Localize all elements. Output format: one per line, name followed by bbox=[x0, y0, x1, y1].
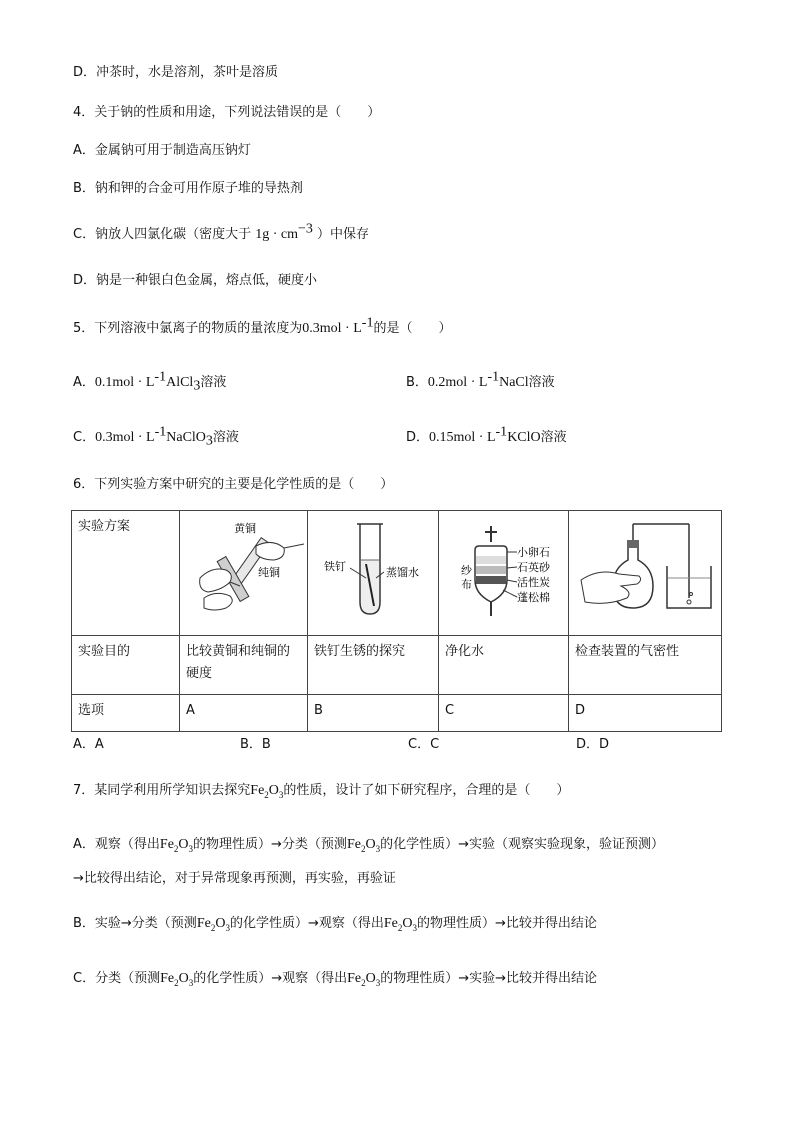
cell-option-a bbox=[180, 695, 308, 732]
cell-purpose-a bbox=[180, 636, 308, 695]
o-sub: 3 bbox=[278, 789, 284, 800]
q7-a-formula1 bbox=[160, 837, 193, 852]
fe-sub: 2 bbox=[361, 977, 366, 988]
q7-stem-tail: 的性质，设计了如下研究程序，合理的是（ ） bbox=[283, 783, 570, 798]
q5-option-a-label: A． bbox=[73, 375, 95, 390]
label-pebbles: 小卵石 bbox=[517, 546, 550, 559]
q5-option-d-tail: 溶液 bbox=[540, 430, 567, 445]
q5-option-c-conc: 0.3mol · L bbox=[95, 430, 155, 445]
q5-option-c-sub: 3 bbox=[205, 433, 213, 449]
o-symbol: O bbox=[365, 971, 376, 986]
o-symbol: O bbox=[402, 916, 413, 931]
o-symbol: O bbox=[365, 837, 376, 852]
o-sub: 3 bbox=[188, 843, 194, 854]
q7-option-b bbox=[73, 915, 597, 933]
q7-option-c bbox=[73, 970, 597, 988]
fe-symbol: Fe bbox=[250, 783, 265, 798]
cell-header-purpose bbox=[72, 636, 180, 695]
cell-purpose-c bbox=[439, 636, 569, 695]
fe-symbol: Fe bbox=[383, 916, 398, 931]
q6-answer-d: D．D bbox=[576, 737, 610, 752]
q4-option-c bbox=[73, 221, 370, 244]
fe-symbol: Fe bbox=[196, 916, 211, 931]
q6-answer-b: B．B bbox=[240, 737, 271, 752]
q7-c-formula1 bbox=[160, 971, 193, 986]
fe-sub: 2 bbox=[173, 843, 179, 854]
label-pure-copper: 纯铜 bbox=[258, 566, 280, 579]
purpose-d: 检查装置的气密性 bbox=[575, 644, 680, 659]
header-scheme: 实验方案 bbox=[78, 519, 131, 534]
airtightness-check-illustration bbox=[575, 516, 724, 622]
q5-stem-conc: 0.3mol · L bbox=[302, 321, 362, 336]
q5-option-d-exp: -1 bbox=[495, 424, 508, 440]
label-distilled-water: 蒸馏水 bbox=[386, 566, 419, 579]
q5-option-d-formula: KClO bbox=[507, 430, 541, 445]
q7-c-part1: C．分类（预测 bbox=[73, 971, 161, 986]
q4-density-exp: −3 bbox=[297, 221, 313, 237]
q5-option-a bbox=[73, 369, 227, 394]
q7-b-formula1 bbox=[197, 916, 230, 931]
q5-option-b-tail: 溶液 bbox=[528, 375, 555, 390]
q7-stem-formula bbox=[250, 783, 283, 798]
q7-stem bbox=[73, 782, 569, 800]
option-a: A bbox=[186, 703, 195, 718]
q5-option-b-conc: 0.2mol · L bbox=[427, 375, 488, 390]
o-symbol: O bbox=[215, 916, 226, 931]
q5-option-b-label: B． bbox=[406, 375, 428, 390]
q5-option-a-exp: -1 bbox=[154, 369, 167, 385]
label-cotton: 蓬松棉 bbox=[517, 591, 550, 604]
q5-option-a-tail: 溶液 bbox=[200, 375, 227, 390]
cell-option-b bbox=[308, 695, 439, 732]
table-row-options bbox=[72, 695, 722, 732]
fe-symbol: Fe bbox=[346, 837, 361, 852]
fe-sub: 2 bbox=[264, 789, 269, 800]
o-symbol: O bbox=[178, 971, 189, 986]
header-purpose: 实验目的 bbox=[78, 644, 131, 659]
q5-option-c-exp: -1 bbox=[154, 424, 167, 440]
q7-a-part3: 的化学性质）→实验（观察实验现象，验证预测） bbox=[380, 837, 664, 852]
q5-option-d-conc: 0.15mol · L bbox=[429, 430, 496, 445]
q7-option-a-line2: →比较得出结论，对于异常现象再预测，再实验，再验证 bbox=[73, 871, 396, 886]
q7-c-part3: 的物理性质）→实验→比较并得出结论 bbox=[380, 971, 598, 986]
iron-nail-test-tube-illustration bbox=[314, 516, 441, 622]
cell-option-c bbox=[439, 695, 569, 732]
cell-option-d bbox=[569, 695, 722, 732]
q4-option-d: D．钠是一种银白色金属，熔点低，硬度小 bbox=[73, 273, 318, 288]
q5-option-a-conc: 0.1mol · L bbox=[94, 375, 155, 390]
q5-option-c-tail: 溶液 bbox=[212, 430, 239, 445]
cell-purpose-b bbox=[308, 636, 439, 695]
q7-b-part1: B．实验→分类（预测 bbox=[73, 916, 197, 931]
cell-img-purify bbox=[439, 511, 569, 636]
label-iron-nail: 铁钉 bbox=[324, 560, 346, 573]
fe-symbol: Fe bbox=[159, 837, 174, 852]
q3-option-d: D．冲茶时，水是溶剂，茶叶是溶质 bbox=[73, 65, 279, 80]
label-activated-carbon: 活性炭 bbox=[517, 576, 550, 589]
q7-a-formula2 bbox=[347, 837, 380, 852]
q7-c-formula2 bbox=[347, 971, 380, 986]
q6-answer-c: C．C bbox=[408, 737, 440, 752]
o-sub: 3 bbox=[375, 843, 381, 854]
q5-option-a-formula: AlCl bbox=[166, 375, 194, 390]
fe-sub: 2 bbox=[210, 922, 216, 933]
o-symbol: O bbox=[178, 837, 189, 852]
q5-stem-text: 5．下列溶液中氯离子的物质的量浓度为 bbox=[73, 321, 303, 336]
q5-option-b-exp: -1 bbox=[487, 369, 500, 385]
q7-a-part1: A．观察（得出 bbox=[73, 837, 160, 852]
cell-header-option bbox=[72, 695, 180, 732]
label-gauze-2: 布 bbox=[461, 578, 472, 591]
q5-option-b bbox=[406, 369, 555, 392]
q5-option-d bbox=[406, 424, 567, 447]
q4-option-b: B．钠和钾的合金可用作原子堆的导热剂 bbox=[73, 181, 303, 196]
q5-option-c-label: C． bbox=[73, 430, 96, 445]
q5-stem-tail: 的是（ ） bbox=[373, 321, 452, 336]
cell-header-scheme bbox=[72, 511, 180, 636]
q4-option-c-text: C．钠放人四氯化碳（密度大于 bbox=[73, 227, 252, 242]
q7-a-part2: 的物理性质）→分类（预测 bbox=[193, 837, 347, 852]
q4-stem: 4．关于钠的性质和用途，下列说法错误的是（ ） bbox=[73, 105, 381, 120]
option-b: B bbox=[314, 703, 323, 718]
header-option: 选项 bbox=[78, 703, 105, 718]
purpose-c: 净化水 bbox=[445, 644, 485, 659]
fe-symbol: Fe bbox=[160, 971, 175, 986]
table-row-purpose bbox=[72, 636, 722, 695]
cell-img-hardness bbox=[180, 511, 308, 636]
q7-b-part2: 的化学性质）→观察（得出 bbox=[229, 916, 384, 931]
label-brass: 黄铜 bbox=[234, 522, 256, 535]
q4-option-c-tail: ）中保存 bbox=[317, 227, 370, 242]
cell-img-airtight bbox=[569, 511, 722, 636]
q5-option-c bbox=[73, 424, 239, 449]
q5-option-c-formula: NaClO bbox=[166, 430, 206, 445]
cell-purpose-d bbox=[569, 636, 722, 695]
table-row-scheme bbox=[72, 511, 722, 636]
q5-stem bbox=[73, 315, 452, 338]
label-gauze-1: 纱 bbox=[461, 564, 472, 577]
fe-sub: 2 bbox=[174, 977, 179, 988]
q7-option-a bbox=[73, 836, 664, 854]
q6-answer-a: A．A bbox=[73, 737, 104, 752]
purpose-b: 铁钉生锈的探究 bbox=[314, 644, 406, 659]
q5-option-b-formula: NaCl bbox=[499, 375, 529, 390]
q5-option-d-label: D． bbox=[406, 430, 430, 445]
q7-stem-text: 7．某同学利用所学知识去探究 bbox=[73, 783, 251, 798]
q4-density-unit: 1g · cm bbox=[255, 227, 298, 242]
fe-sub: 2 bbox=[360, 843, 366, 854]
o-sub: 3 bbox=[188, 977, 194, 988]
o-sub: 3 bbox=[225, 922, 230, 933]
water-purifier-illustration bbox=[445, 516, 571, 622]
brass-copper-scratch-illustration bbox=[186, 516, 310, 622]
o-sub: 3 bbox=[412, 922, 417, 933]
label-quartz-sand: 石英砂 bbox=[517, 561, 550, 574]
experiment-table bbox=[71, 510, 722, 732]
purpose-a: 比较黄铜和纯铜的硬度 bbox=[186, 644, 291, 681]
o-sub: 3 bbox=[375, 977, 381, 988]
q7-c-part2: 的化学性质）→观察（得出 bbox=[193, 971, 348, 986]
option-d: D bbox=[575, 703, 586, 718]
fe-sub: 2 bbox=[397, 922, 403, 933]
q7-b-part3: 的物理性质）→比较并得出结论 bbox=[416, 916, 597, 931]
cell-img-rusting bbox=[308, 511, 439, 636]
o-symbol: O bbox=[268, 783, 279, 798]
q7-b-formula2 bbox=[384, 916, 417, 931]
fe-symbol: Fe bbox=[347, 971, 362, 986]
q6-stem: 6．下列实验方案中研究的主要是化学性质的是（ ） bbox=[73, 477, 394, 492]
option-c: C bbox=[445, 703, 455, 718]
q5-stem-exp: -1 bbox=[361, 315, 374, 331]
q4-option-a: A．金属钠可用于制造高压钠灯 bbox=[73, 143, 251, 158]
q5-option-a-sub: 3 bbox=[193, 378, 201, 394]
